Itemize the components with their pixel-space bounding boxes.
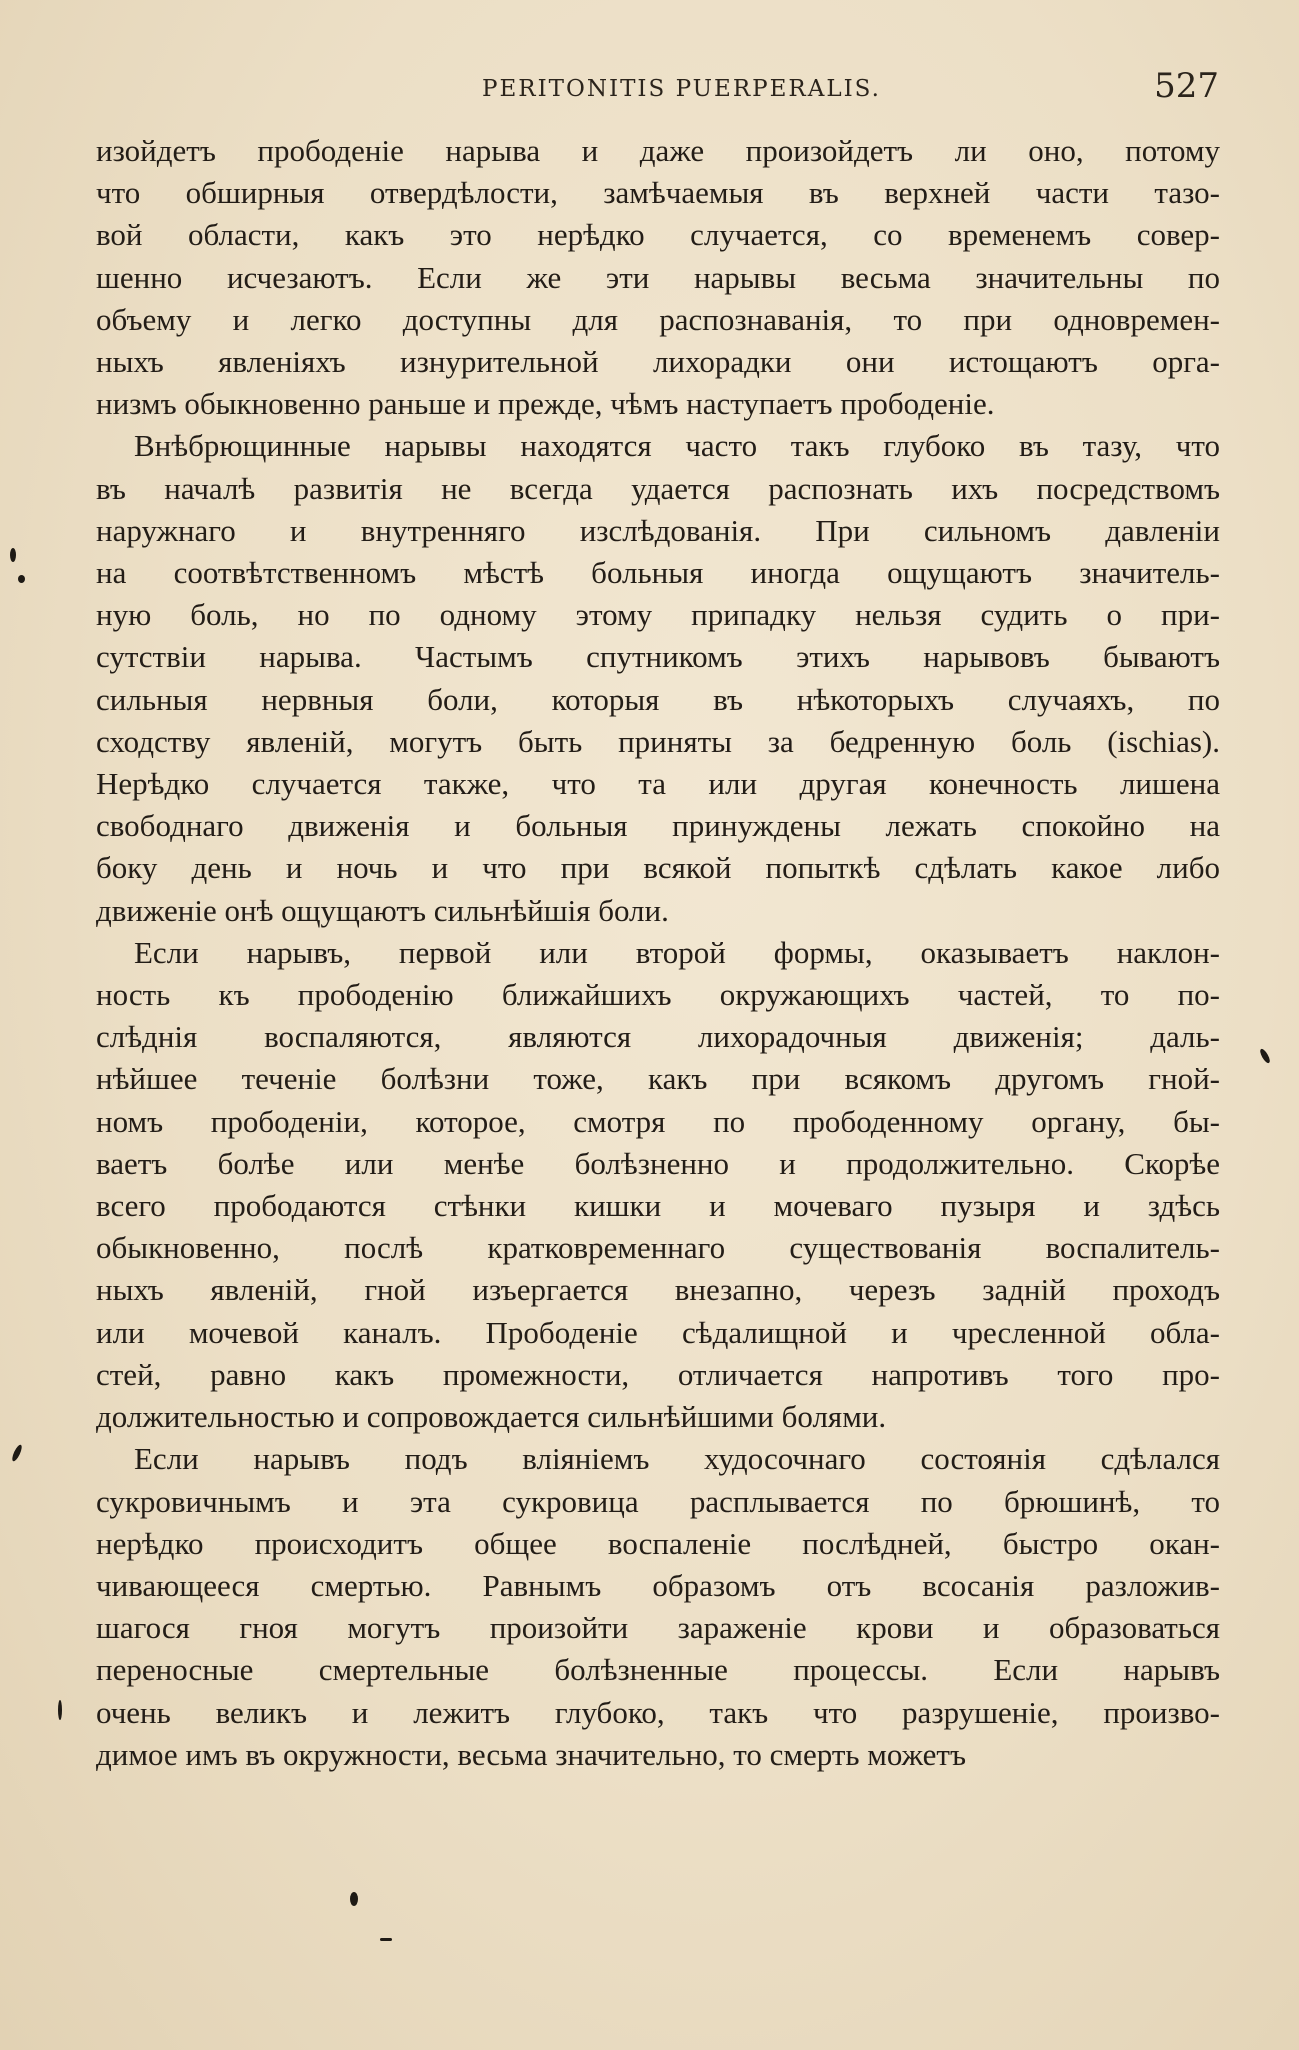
ink-speck — [350, 1892, 358, 1906]
paragraph — [96, 425, 1220, 931]
text-line: боку день и ночь и что при всякой попыткѣ сдѣлать какое либо — [96, 850, 1220, 886]
paragraph — [96, 1438, 1220, 1776]
text-line: Нерѣдко случается также, что та или другая конечность лишена — [96, 766, 1220, 802]
text-line: на соотвѣтственномъ мѣстѣ больныя иногда ощущаютъ значитель- — [96, 555, 1220, 591]
text-line: изойдетъ прободеніе нарыва и даже произойдетъ ли оно, потому — [96, 133, 1220, 168]
text-line: ныхъ явленій, гной изъергается внезапно, черезъ задній проходъ — [96, 1272, 1220, 1308]
running-head — [0, 66, 1299, 116]
text-line: шенно исчезаютъ. Если же эти нарывы весьма значительны по — [96, 259, 1220, 295]
text-line: номъ прободеніи, которое, смотря по прободенному органу, бы- — [96, 1103, 1220, 1139]
text-line: ныхъ явленіяхъ изнурительной лихорадки они истощаютъ орга- — [96, 344, 1220, 380]
ink-speck — [10, 1444, 23, 1463]
text-line: обыкновенно, послѣ кратковременнаго существованія воспалитель- — [96, 1230, 1220, 1266]
text-line: объему и легко доступны для распознаванія, то при одновремен- — [96, 301, 1220, 337]
text-line: димое имъ въ окружности, весьма значительно, то смерть можетъ — [96, 1736, 966, 1772]
text-line: въ началѣ развитія не всегда удается распознать ихъ посредствомъ — [96, 470, 1220, 506]
text-line: вой области, какъ это нерѣдко случается, со временемъ совер- — [96, 217, 1220, 253]
text-line: очень великъ и лежитъ глубоко, такъ что разрушеніе, произво- — [96, 1694, 1220, 1730]
text-line: сутствіи нарыва. Частымъ спутникомъ этихъ нарывовъ бываютъ — [96, 639, 1220, 675]
running-title: PERITONITIS PUERPERALIS. — [482, 76, 881, 102]
text-line: сукровичнымъ и эта сукровица расплывается по брюшинѣ, то — [96, 1483, 1220, 1519]
ink-speck — [18, 575, 25, 583]
paragraph — [96, 130, 1220, 425]
body-text — [96, 130, 1220, 1776]
text-line: ную боль, но по одному этому припадку нельзя судить о при- — [96, 597, 1220, 633]
text-line: что обширныя отвердѣлости, замѣчаемыя въ верхней части тазо- — [96, 175, 1220, 211]
paragraph — [96, 932, 1220, 1438]
text-line: должительностью и сопровождается сильнѣйшими болями. — [96, 1399, 887, 1435]
text-line: нерѣдко происходитъ общее воспаленіе послѣдней, быстро окан- — [96, 1525, 1220, 1561]
text-line: всего прободаются стѣнки кишки и мочеваго пузыря и здѣсь — [96, 1188, 1220, 1224]
text-line: чивающееся смертью. Равнымъ образомъ отъ всосанія разложив- — [96, 1567, 1220, 1603]
text-line: Если нарывъ, первой или второй формы, оказываетъ наклон- — [134, 934, 1220, 970]
text-line: Внѣбрющинные нарывы находятся часто такъ глубоко въ тазу, что — [134, 428, 1220, 464]
text-line: ваетъ болѣе или менѣе болѣзненно и продолжительно. Скорѣе — [96, 1145, 1220, 1181]
ink-speck — [380, 1938, 392, 1941]
text-line: шагося гноя могутъ произойти зараженіе крови и образоваться — [96, 1610, 1220, 1646]
text-line: слѣднія воспаляются, являются лихорадочныя движенія; даль- — [96, 1019, 1220, 1055]
text-line: низмъ обыкновенно раньше и прежде, чѣмъ наступаетъ прободеніе. — [96, 386, 995, 422]
page-number: 527 — [1154, 66, 1219, 106]
ink-speck — [1258, 1048, 1271, 1065]
text-line: свободнаго движенія и больныя принуждены лежать спокойно на — [96, 808, 1220, 844]
text-line: сильныя нервныя боли, которыя въ нѣкоторыхъ случаяхъ, по — [96, 681, 1220, 717]
ink-speck — [58, 1700, 62, 1720]
text-line: Если нарывъ подъ вліяніемъ худосочнаго состоянія сдѣлался — [134, 1441, 1220, 1477]
text-line: стей, равно какъ промежности, отличается напротивъ того про- — [96, 1356, 1220, 1392]
ink-speck — [10, 548, 16, 562]
text-line: наружнаго и внутренняго изслѣдованія. При сильномъ давленіи — [96, 512, 1220, 548]
text-line: переносные смертельные болѣзненные процессы. Если нарывъ — [96, 1652, 1220, 1688]
text-line: ность къ прободенію ближайшихъ окружающихъ частей, то по- — [96, 977, 1220, 1013]
text-line: нѣйшее теченіе болѣзни тоже, какъ при всякомъ другомъ гной- — [96, 1061, 1220, 1097]
text-line: движеніе онѣ ощущаютъ сильнѣйшія боли. — [96, 892, 669, 928]
text-line: или мочевой каналъ. Прободеніе сѣдалищной и чресленной обла- — [96, 1314, 1220, 1350]
text-line: сходству явленій, могутъ быть приняты за бедренную боль (ischias). — [96, 723, 1220, 759]
